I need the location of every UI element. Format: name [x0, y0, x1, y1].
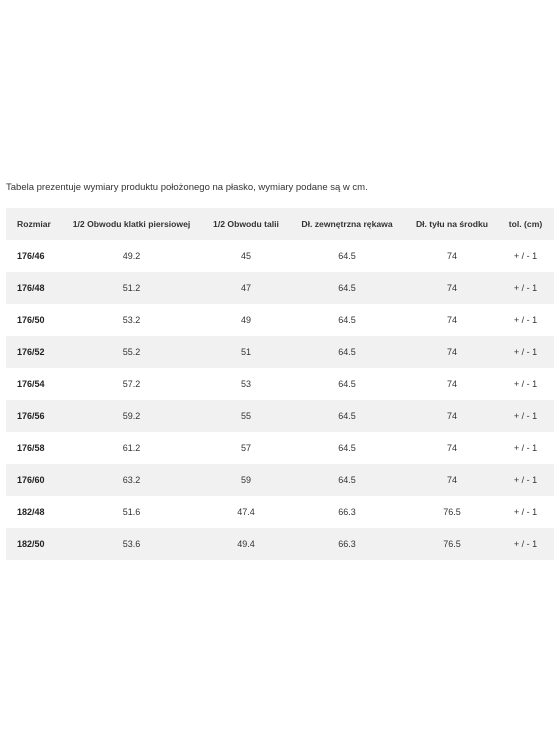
size-chart-table [6, 208, 554, 560]
cell-waist: 59 [240, 475, 251, 485]
cell-size: 176/54 [17, 379, 45, 389]
cell-sleeve: 64.5 [338, 379, 356, 389]
table-row [6, 304, 554, 336]
cell-chest: 63.2 [122, 475, 141, 485]
cell-chest: 51.6 [122, 507, 141, 517]
cell-tolerance: + / - 1 [513, 251, 538, 261]
cell-chest: 61.2 [122, 443, 141, 453]
cell-back-length: 74 [446, 251, 457, 261]
cell-sleeve: 64.5 [338, 347, 356, 357]
table-row [6, 336, 554, 368]
header-back-length: Dł. tyłu na środku [415, 219, 489, 229]
cell-size: 176/60 [17, 475, 45, 485]
cell-size: 182/50 [17, 539, 45, 549]
cell-sleeve: 66.3 [338, 539, 356, 549]
table-row [6, 432, 554, 464]
cell-chest: 55.2 [122, 347, 141, 357]
cell-waist: 51 [240, 347, 251, 357]
cell-back-length: 74 [446, 315, 457, 325]
cell-back-length: 74 [446, 379, 457, 389]
cell-chest: 51.2 [122, 283, 141, 293]
cell-waist: 55 [240, 411, 251, 421]
cell-chest: 59.2 [122, 411, 141, 421]
header-size: Rozmiar [17, 219, 51, 229]
cell-back-length: 74 [446, 347, 457, 357]
cell-waist: 47.4 [237, 507, 255, 517]
table-row [6, 464, 554, 496]
cell-waist: 49.4 [237, 539, 255, 549]
cell-sleeve: 64.5 [338, 251, 356, 261]
cell-waist: 49 [240, 315, 251, 325]
cell-tolerance: + / - 1 [513, 347, 538, 357]
cell-sleeve: 64.5 [338, 315, 356, 325]
cell-tolerance: + / - 1 [513, 443, 538, 453]
cell-sleeve: 66.3 [338, 507, 356, 517]
cell-tolerance: + / - 1 [513, 539, 538, 549]
table-row [6, 240, 554, 272]
cell-sleeve: 64.5 [338, 283, 356, 293]
cell-size: 176/56 [17, 411, 45, 421]
cell-tolerance: + / - 1 [513, 411, 538, 421]
cell-size: 176/52 [17, 347, 45, 357]
header-tolerance: tol. (cm) [508, 219, 543, 229]
cell-back-length: 74 [446, 411, 457, 421]
cell-chest: 49.2 [122, 251, 141, 261]
cell-sleeve: 64.5 [338, 411, 356, 421]
cell-tolerance: + / - 1 [513, 475, 538, 485]
table-row [6, 272, 554, 304]
cell-size: 176/50 [17, 315, 45, 325]
cell-waist: 53 [240, 379, 251, 389]
table-row [6, 368, 554, 400]
header-sleeve: Dł. zewnętrzna rękawa [301, 219, 393, 229]
cell-back-length: 76.5 [443, 507, 461, 517]
table-row [6, 496, 554, 528]
cell-size: 176/46 [17, 251, 45, 261]
cell-size: 182/48 [17, 507, 45, 517]
cell-tolerance: + / - 1 [513, 507, 538, 517]
cell-back-length: 74 [446, 443, 457, 453]
header-chest: 1/2 Obwodu klatki piersiowej [72, 219, 191, 229]
cell-back-length: 74 [446, 475, 457, 485]
cell-sleeve: 64.5 [338, 443, 356, 453]
cell-chest: 53.2 [122, 315, 141, 325]
table-row [6, 400, 554, 432]
cell-size: 176/48 [17, 283, 45, 293]
cell-waist: 45 [240, 251, 251, 261]
cell-waist: 47 [240, 283, 251, 293]
cell-tolerance: + / - 1 [513, 315, 538, 325]
cell-size: 176/58 [17, 443, 45, 453]
cell-sleeve: 64.5 [338, 475, 356, 485]
cell-back-length: 74 [446, 283, 457, 293]
cell-tolerance: + / - 1 [513, 283, 538, 293]
table-description: Tabela prezentuje wymiary produktu położonego na płasko, wymiary podane są w cm. [6, 182, 368, 193]
header-waist: 1/2 Obwodu talii [213, 219, 279, 229]
cell-back-length: 76.5 [443, 539, 461, 549]
cell-chest: 53.6 [122, 539, 141, 549]
table-row [6, 528, 554, 560]
cell-tolerance: + / - 1 [513, 379, 538, 389]
cell-waist: 57 [240, 443, 251, 453]
table-header-row [6, 208, 554, 240]
cell-chest: 57.2 [122, 379, 141, 389]
